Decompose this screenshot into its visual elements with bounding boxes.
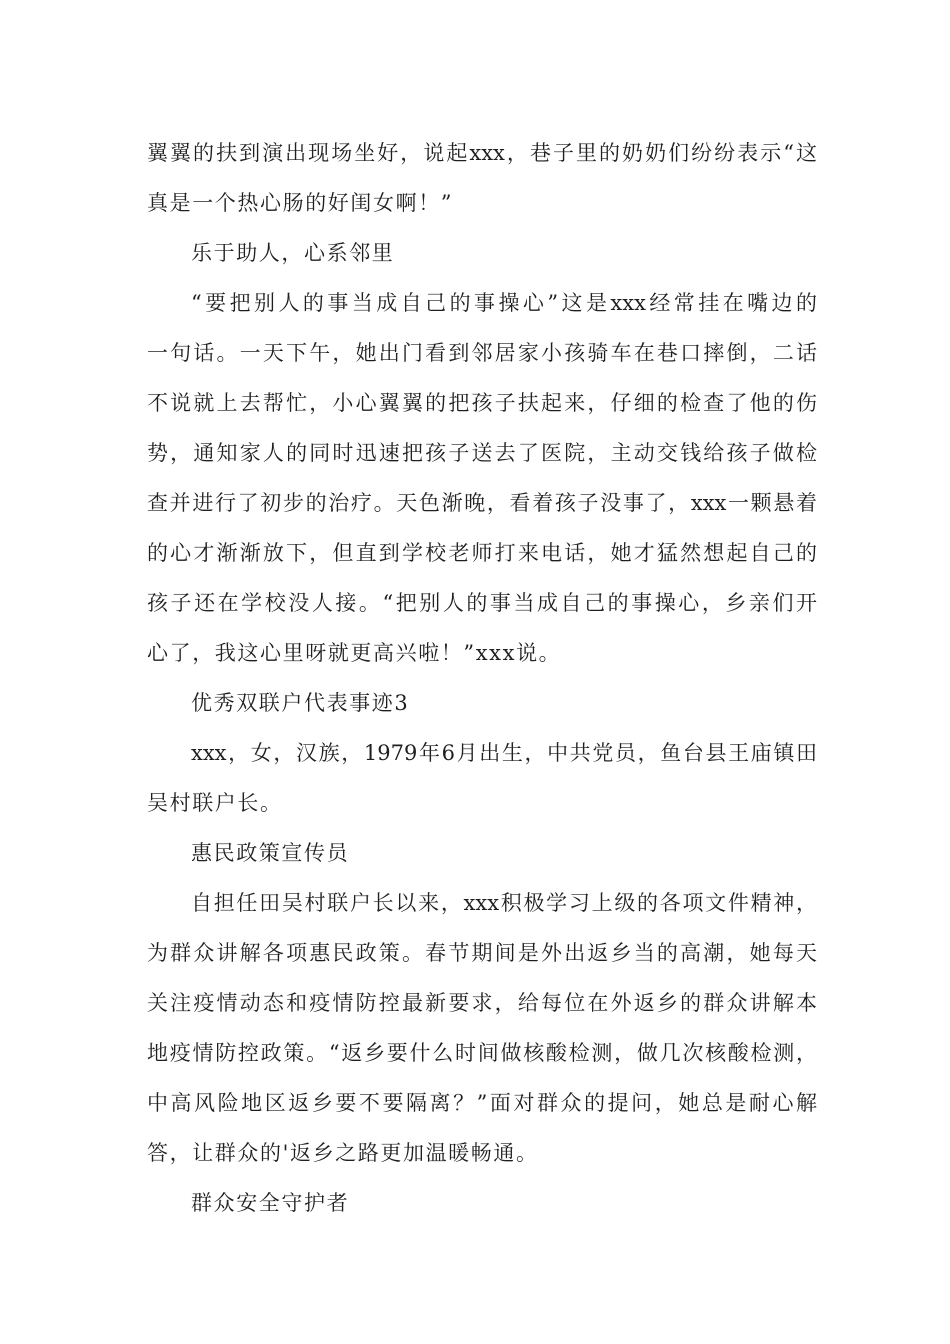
text-line: xxx，女，汉族，1979年6月出生，中共党员，鱼台县王庙镇田 xyxy=(191,741,817,765)
section-heading: 惠民政策宣传员 xyxy=(191,841,350,865)
text-line: 答，让群众的'返乡之路更加温暖畅通。 xyxy=(147,1141,539,1165)
text-line: 关注疫情动态和疫情防控最新要求，给每位在外返乡的群众讲解本 xyxy=(147,991,817,1015)
text-line: “要把别人的事当成自己的事操心”这是xxx经常挂在嘴边的 xyxy=(191,291,817,315)
text-line: 为群众讲解各项惠民政策。春节期间是外出返乡当的高潮，她每天 xyxy=(147,941,817,965)
text-line: 真是一个热心肠的好闺女啊！” xyxy=(147,191,454,215)
text-line: 自担任田吴村联户长以来，xxx积极学习上级的各项文件精神， xyxy=(191,891,817,915)
text-line: 查并进行了初步的治疗。天色渐晚，看着孩子没事了，xxx一颗悬着 xyxy=(147,491,817,515)
document-body xyxy=(147,128,817,1228)
text-line: 的心才渐渐放下，但直到学校老师打来电话，她才猛然想起自己的 xyxy=(147,541,817,565)
text-line: 孩子还在学校没人接。“把别人的事当成自己的事操心，乡亲们开 xyxy=(147,591,817,615)
section-heading: 群众安全守护者 xyxy=(191,1191,350,1215)
text-line: 吴村联户长。 xyxy=(147,791,283,815)
section-heading: 乐于助人，心系邻里 xyxy=(191,241,395,265)
text-line: 不说就上去帮忙，小心翼翼的把孩子扶起来，仔细的检查了他的伤 xyxy=(147,391,817,415)
text-line: 心了，我这心里呀就更高兴啦！”xxx说。 xyxy=(147,641,562,665)
text-line: 翼翼的扶到演出现场坐好，说起xxx，巷子里的奶奶们纷纷表示“这 xyxy=(147,141,817,165)
text-line: 势，通知家人的同时迅速把孩子送去了医院，主动交钱给孩子做检 xyxy=(147,441,817,465)
section-heading: 优秀双联户代表事迹3 xyxy=(191,691,410,715)
text-line: 中高风险地区返乡要不要隔离？”面对群众的提问，她总是耐心解 xyxy=(147,1091,817,1115)
text-line: 地疫情防控政策。“返乡要什么时间做核酸检测，做几次核酸检测， xyxy=(147,1041,817,1065)
text-line: 一句话。一天下午，她出门看到邻居家小孩骑车在巷口摔倒，二话 xyxy=(147,341,817,365)
